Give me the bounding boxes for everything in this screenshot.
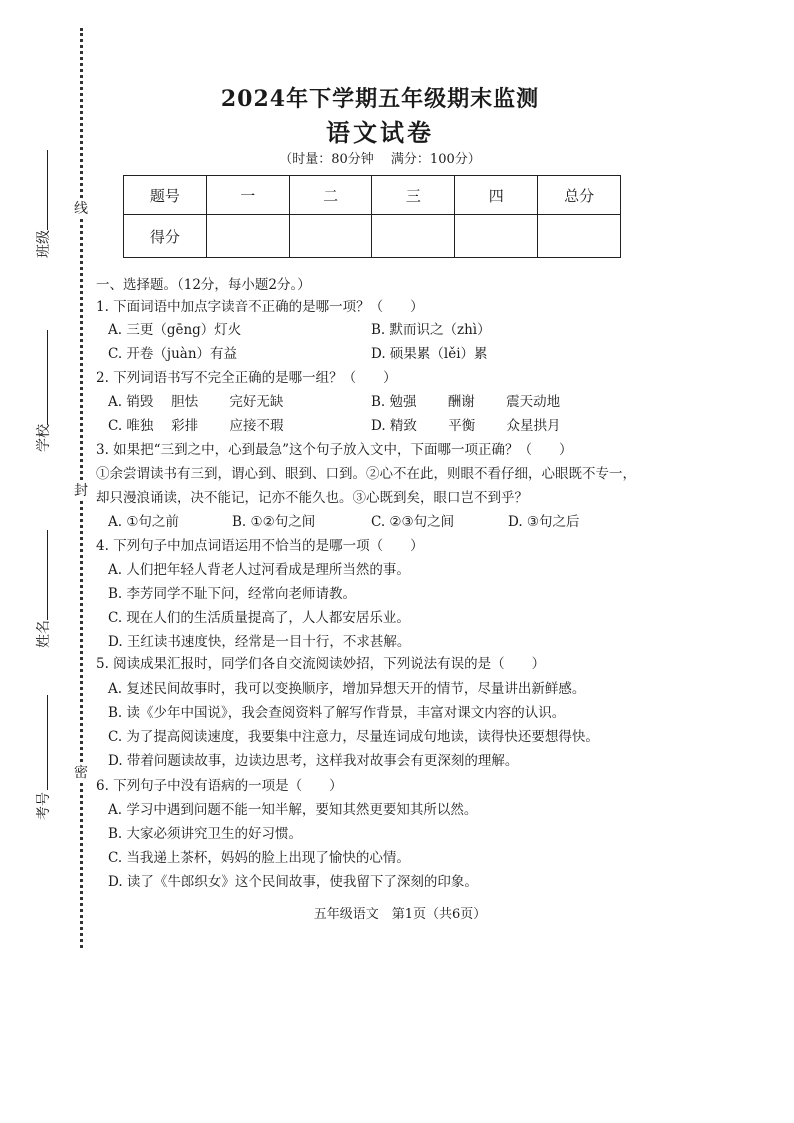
q6-option-d: D. 读了《牛郎织女》这个民间故事，使我留下了深刻的印象。 xyxy=(108,874,478,890)
score-cell xyxy=(538,215,621,258)
q3-option-c: C. ②③句之间 xyxy=(371,514,455,530)
q1-option-a: A. 三更（gēng）灯火 xyxy=(108,322,242,338)
q3-passage-line-2: 却只漫浪诵读，决不能记，记亦不能久也。③心既到矣，眼口岂不到乎？ xyxy=(96,490,528,506)
q1-option-d: D. 硕果累（lěi）累 xyxy=(371,346,488,362)
q4-option-d: D. 王红读书速度快，经常是一目十行，不求甚解。 xyxy=(108,634,411,650)
score-cell xyxy=(455,215,538,258)
score-header-cell: 总分 xyxy=(538,176,621,215)
q3-option-d: D. ③句之后 xyxy=(508,514,580,530)
exam-subtitle: 语文试卷 xyxy=(326,118,434,147)
q1-option-b: B. 默而识之（zhì） xyxy=(371,322,491,338)
exam-number-label: 考号 xyxy=(36,792,52,820)
q5-option-d: D. 带着问题读故事，边读边思考，这样我对故事会有更深刻的理解。 xyxy=(108,753,519,769)
q6-option-c: C. 当我递上茶杯，妈妈的脸上出现了愉快的心情。 xyxy=(108,850,410,866)
exam-number-underline xyxy=(47,695,48,790)
q6-stem: 6. 下列句子中没有语病的一项是（ ） xyxy=(96,778,343,794)
score-header-cell: 三 xyxy=(372,176,455,215)
q3-passage-line-1: ①余尝谓读书有三到，谓心到、眼到、口到。②心不在此，则眼不看仔细，心眼既不专一， xyxy=(96,466,636,482)
name-underline xyxy=(47,530,48,620)
q4-option-b: B. 李芳同学不耻下问，经常向老师请教。 xyxy=(108,586,357,602)
score-row-label: 得分 xyxy=(124,215,207,258)
exam-title: 2024年下学期五年级期末监测 xyxy=(220,86,540,112)
margin-word-xian: 线 xyxy=(71,200,91,218)
q2-option-d: D. 精致 平衡 众星拱月 xyxy=(371,418,561,434)
school-underline xyxy=(47,330,48,425)
q3-stem: 3. 如果把“三到之中，心到最急”这个句子放入文中，下面哪一项正确？（ ） xyxy=(96,442,573,458)
q5-stem: 5. 阅读成果汇报时，同学们各自交流阅读妙招，下列说法有误的是（ ） xyxy=(96,656,546,672)
score-header-cell: 一 xyxy=(206,176,289,215)
score-table-header-row xyxy=(124,176,621,215)
section-heading: 一、选择题。（12分，每小题2分。） xyxy=(96,277,311,293)
q2-option-a: A. 销毁 胆怯 完好无缺 xyxy=(108,394,284,410)
q1-option-c: C. 开卷（juàn）有益 xyxy=(108,346,238,362)
q4-stem: 4. 下列句子中加点词语运用不恰当的是哪一项（ ） xyxy=(96,538,424,554)
score-header-cell: 四 xyxy=(455,176,538,215)
score-cell xyxy=(372,215,455,258)
q3-option-b: B. ①②句之间 xyxy=(232,514,316,530)
q2-option-c: C. 唯独 彩排 应接不瑕 xyxy=(108,418,284,434)
q1-stem: 1. 下面词语中加点字读音不正确的是哪一项？（ ） xyxy=(96,299,424,315)
q5-option-a: A. 复述民间故事时，我可以变换顺序，增加异想天开的情节，尽量讲出新鲜感。 xyxy=(108,681,586,697)
score-cell xyxy=(206,215,289,258)
class-underline xyxy=(47,150,48,230)
score-header-cell: 题号 xyxy=(124,176,207,215)
q4-option-a: A. 人们把年轻人背老人过河看成是理所当然的事。 xyxy=(108,562,410,578)
score-table xyxy=(123,175,621,258)
score-header-cell: 二 xyxy=(289,176,372,215)
q3-option-a: A. ①句之前 xyxy=(108,514,179,530)
margin-word-mi: 密 xyxy=(71,764,91,782)
q6-option-a: A. 学习中遇到问题不能一知半解，要知其然更要知其所以然。 xyxy=(108,802,478,818)
score-cell xyxy=(289,215,372,258)
q2-stem: 2. 下列词语书写不完全正确的是哪一组？（ ） xyxy=(96,370,397,386)
exam-info: （时量：80分钟 满分：100分） xyxy=(279,152,481,167)
q5-option-c: C. 为了提高阅读速度，我要集中注意力，尽量连词成句地读，读得快还要想得快。 xyxy=(108,729,599,745)
q5-option-b: B. 读《少年中国说》，我会查阅资料了解写作背景，丰富对课文内容的认识。 xyxy=(108,705,566,721)
school-label: 学校 xyxy=(36,424,52,452)
score-table-score-row xyxy=(124,215,621,258)
q6-option-b: B. 大家必须讲究卫生的好习惯。 xyxy=(108,826,303,842)
page-footer: 五年级语文 第1页（共6页） xyxy=(313,907,487,922)
q4-option-c: C. 现在人们的生活质量提高了，人人都安居乐业。 xyxy=(108,610,410,626)
class-label: 班级 xyxy=(36,230,52,258)
q2-option-b: B. 勉强 酬谢 震天动地 xyxy=(371,394,561,410)
margin-word-feng: 封 xyxy=(71,482,91,500)
name-label: 姓名 xyxy=(36,620,52,648)
